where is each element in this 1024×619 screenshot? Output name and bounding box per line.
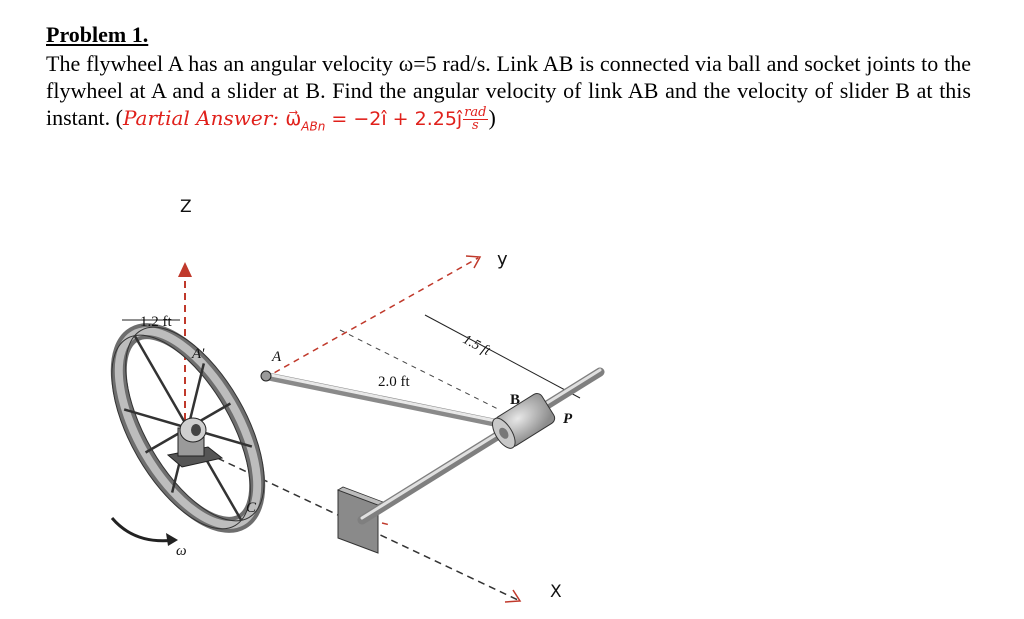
axis-x-label: X xyxy=(550,582,562,602)
omega-label: ω xyxy=(176,543,187,559)
omega-symbol: ω⃗ xyxy=(285,108,302,130)
z-axis-arrow xyxy=(178,262,192,277)
partial-answer-equation: = −2î + 2.25ĵ xyxy=(325,108,463,130)
flywheel-figure xyxy=(0,150,1024,619)
problem-text: The flywheel A has an angular velocity ω=5 rad/s. Link AB is connected via ball and socket joints to the flywheel at A and a slider at B. Find the angular velocity of link AB and the velocity of slider B at this instant. ( xyxy=(46,51,971,130)
problem-title: Problem 1. xyxy=(46,22,149,47)
point-a-prime-label: A' xyxy=(192,346,205,362)
omega-subscript: ABn xyxy=(301,119,326,134)
x-axis-arrow xyxy=(505,590,520,602)
omega-arrow xyxy=(112,518,175,541)
length-dimension-label: 2.0 ft xyxy=(378,374,410,390)
partial-answer-label: Partial Answer: xyxy=(123,106,286,130)
height-dimension-label: 1.5 ft xyxy=(460,332,493,360)
unit-denominator: s xyxy=(472,118,479,134)
y-axis xyxy=(265,258,478,378)
height-dimension-line xyxy=(425,315,580,398)
radius-dimension-label: 1.2 ft xyxy=(140,314,172,330)
y-axis-arrow xyxy=(466,256,480,268)
axis-y-label: y xyxy=(497,249,508,270)
point-a-label: A xyxy=(272,349,282,365)
point-b-label: B xyxy=(510,392,521,408)
ball-joint-a xyxy=(261,371,271,381)
unit-fraction xyxy=(463,107,487,132)
unit-numerator: rad xyxy=(464,105,487,121)
axis-z-label: Z xyxy=(180,197,192,217)
closing-paren: ) xyxy=(488,105,496,130)
point-c-label: C xyxy=(246,500,257,516)
guide-rod-highlight xyxy=(362,370,600,518)
guide-rod xyxy=(362,372,600,520)
problem-statement xyxy=(46,50,971,140)
point-p-label: P xyxy=(563,411,573,427)
